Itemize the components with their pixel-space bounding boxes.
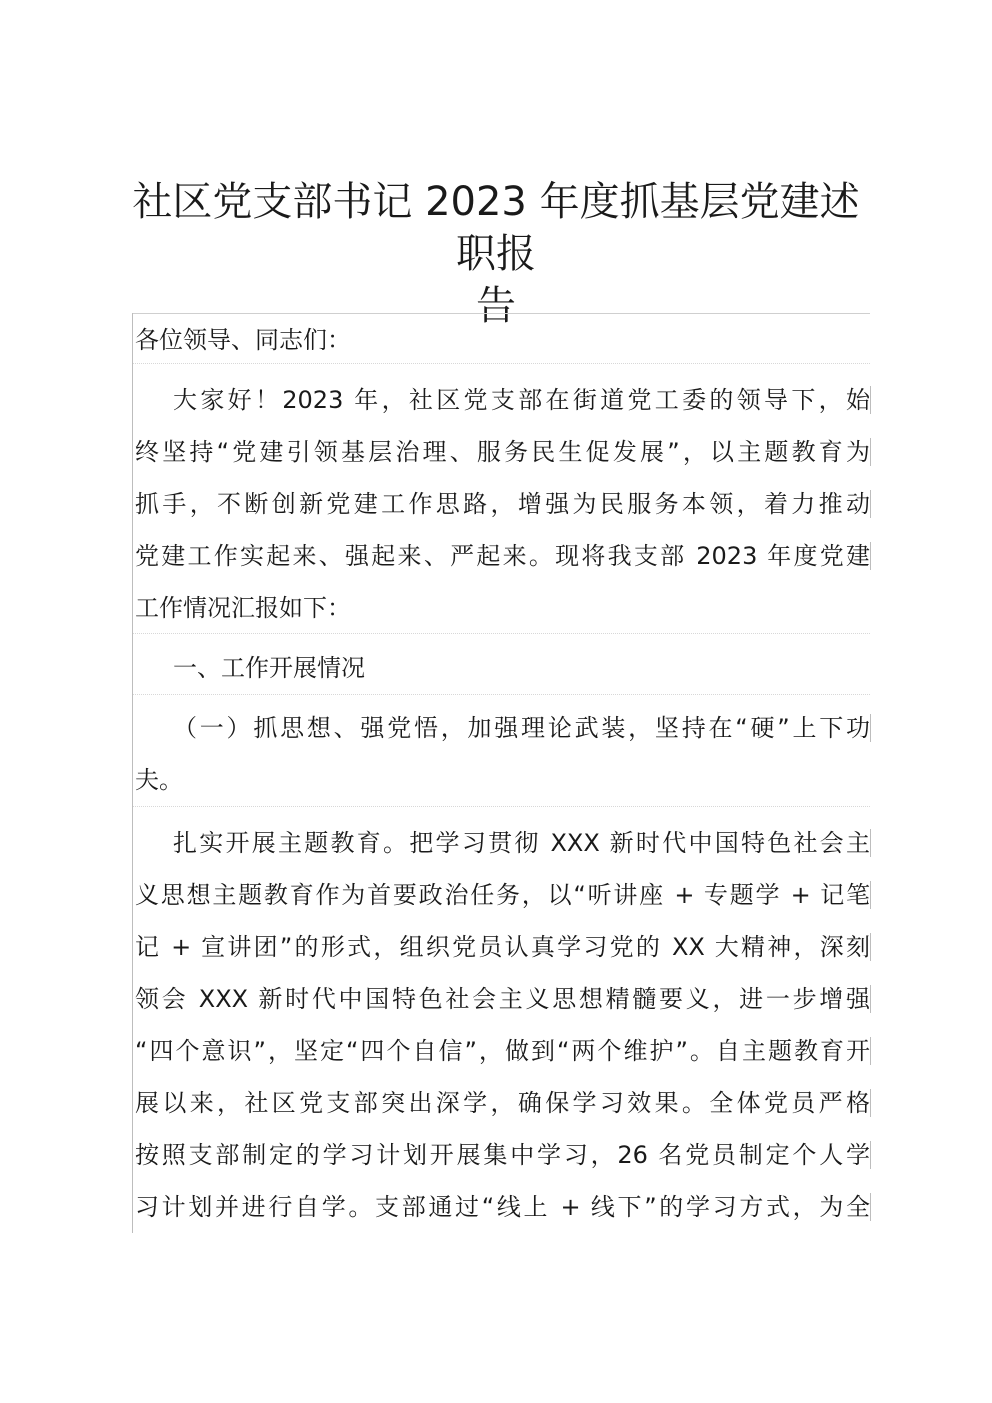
frame-right-mark-6 xyxy=(870,829,871,857)
paragraph-4-line-8: 习计划并进行自学。支部通过“线上 + 线下”的学习方式，为全 xyxy=(135,1193,870,1221)
subsection-heading-1-line-2: 夫。 xyxy=(135,766,183,794)
frame-right-mark-2 xyxy=(870,438,871,466)
frame-left-border xyxy=(132,313,133,1233)
paragraph-1-line-4: 党建工作实起来、强起来、严起来。现将我支部 2023 年度党建 xyxy=(135,542,870,570)
salutation: 各位领导、同志们： xyxy=(135,326,351,354)
paragraph-4-line-6: 展以来，社区党支部突出深学，确保学习效果。全体党员严格 xyxy=(135,1089,870,1117)
frame-right-mark-8 xyxy=(870,933,871,961)
frame-rule-3 xyxy=(133,633,870,634)
section-heading-1: 一、工作开展情况 xyxy=(173,654,365,682)
paragraph-1-line-2: 终坚持“党建引领基层治理、服务民生促发展”，以主题教育为 xyxy=(135,438,870,466)
frame-right-mark-9 xyxy=(870,985,871,1013)
frame-top-rule xyxy=(133,313,870,314)
frame-right-mark-4 xyxy=(870,542,871,570)
document-title xyxy=(120,176,872,332)
paragraph-4-line-4: 领会 XXX 新时代中国特色社会主义思想精髓要义，进一步增强 xyxy=(135,985,870,1013)
frame-rule-5 xyxy=(133,806,870,807)
frame-right-mark-5 xyxy=(870,714,871,742)
paragraph-4-line-7: 按照支部制定的学习计划开展集中学习，26 名党员制定个人学 xyxy=(135,1141,870,1169)
frame-right-mark-13 xyxy=(870,1193,871,1221)
frame-right-mark-3 xyxy=(870,490,871,518)
frame-rule-2 xyxy=(133,363,870,364)
frame-right-mark-10 xyxy=(870,1037,871,1065)
paragraph-4-line-3: 记 + 宣讲团”的形式，组织党员认真学习党的 XX 大精神，深刻 xyxy=(135,933,870,961)
title-line-1: 社区党支部书记 2023 年度抓基层党建述职报 xyxy=(132,179,860,277)
paragraph-1-line-5: 工作情况汇报如下： xyxy=(135,594,351,622)
paragraph-1-line-3: 抓手，不断创新党建工作思路，增强为民服务本领，着力推动 xyxy=(135,490,870,518)
frame-right-mark-11 xyxy=(870,1089,871,1117)
paragraph-4-line-2: 义思想主题教育作为首要政治任务，以“听讲座 + 专题学 + 记笔 xyxy=(135,881,870,909)
frame-right-mark-7 xyxy=(870,881,871,909)
paragraph-4-line-1: 扎实开展主题教育。把学习贯彻 XXX 新时代中国特色社会主 xyxy=(173,829,870,857)
paragraph-1-line-1: 大家好！2023 年，社区党支部在街道党工委的领导下，始 xyxy=(173,386,870,414)
title-line-2: 告 xyxy=(476,283,516,329)
frame-rule-4 xyxy=(133,694,870,695)
subsection-heading-1-line-1: （一）抓思想、强党悟，加强理论武装，坚持在“硬”上下功 xyxy=(173,714,870,742)
frame-right-mark-12 xyxy=(870,1141,871,1169)
paragraph-4-line-5: “四个意识”，坚定“四个自信”，做到“两个维护”。自主题教育开 xyxy=(135,1037,870,1065)
frame-right-mark-1 xyxy=(870,386,871,414)
